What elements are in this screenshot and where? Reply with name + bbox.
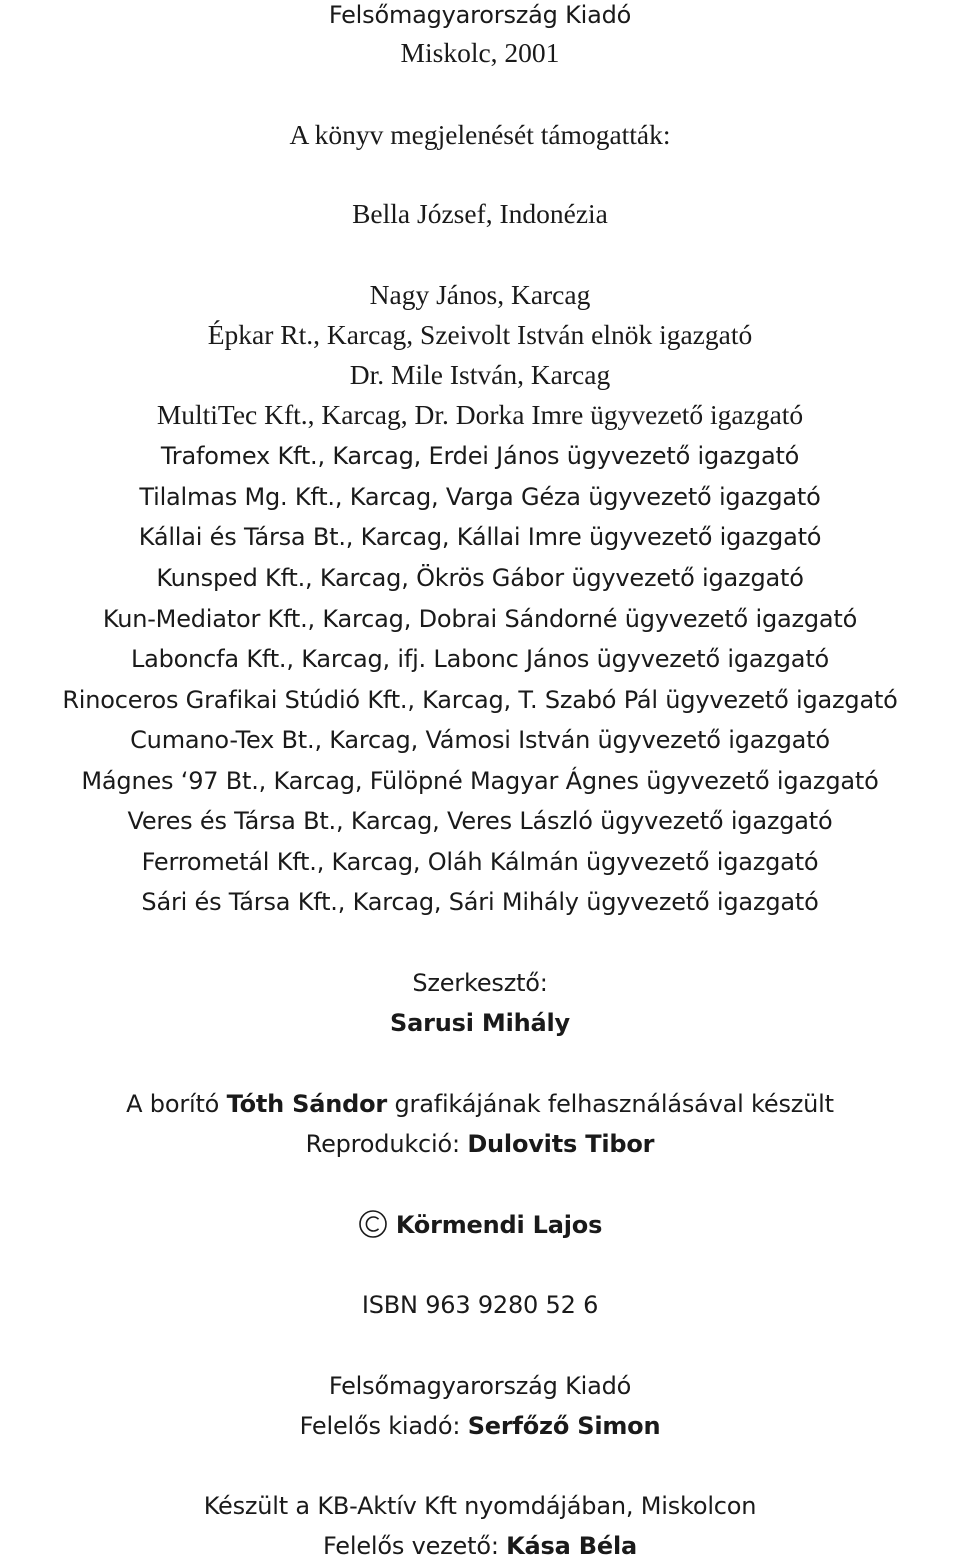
- reproduction-label: Reprodukció:: [305, 1130, 460, 1158]
- sponsor-line: Mágnes ‘97 Bt., Karcag, Fülöpné Magyar Ágnes ügyvezető igazgató: [81, 767, 879, 795]
- printing-manager: [0, 1531, 960, 1561]
- cover-credit: [0, 1089, 960, 1119]
- sponsor-line: Ferrometál Kft., Karcag, Oláh Kálmán ügyvezető igazgató: [141, 848, 819, 876]
- responsible-label: Felelős kiadó:: [299, 1412, 461, 1440]
- sponsor-line: Kállai és Társa Bt., Karcag, Kállai Imre ügyvezető igazgató: [138, 523, 822, 551]
- sponsor-line: Trafomex Kft., Karcag, Erdei János ügyvezető igazgató: [160, 442, 800, 470]
- printing-house: Készült a KB-Aktív Kft nyomdájában, Miskolcon: [203, 1492, 757, 1520]
- isbn: ISBN 963 9280 52 6: [361, 1291, 599, 1319]
- sponsor-line: Veres és Társa Bt., Karcag, Veres László ügyvezető igazgató: [127, 807, 833, 835]
- sponsor-line: Laboncfa Kft., Karcag, ifj. Labonc János ügyvezető igazgató: [130, 645, 830, 673]
- sponsor-line: Sári és Társa Kft., Karcag, Sári Mihály ügyvezető igazgató: [141, 888, 819, 916]
- sponsor-line: MultiTec Kft., Karcag, Dr. Dorka Imre ügyvezető igazgató: [156, 399, 804, 430]
- imprint-publisher: Felsőmagyarország Kiadó: [328, 1372, 632, 1400]
- responsible-name: Serfőző Simon: [467, 1412, 661, 1440]
- cover-suffix: grafikájának felhasználásával készült: [394, 1090, 834, 1118]
- copyright-icon: [358, 1209, 388, 1239]
- copyright-holder: Körmendi Lajos: [395, 1211, 603, 1239]
- sponsor-line: Cumano-Tex Bt., Karcag, Vámosi István ügyvezető igazgató: [130, 726, 830, 754]
- place-year: Miskolc, 2001: [400, 37, 560, 68]
- copyright-line: [0, 1210, 960, 1240]
- sponsor-line: Kun-Mediator Kft., Karcag, Dobrai Sándorné ügyvezető igazgató: [102, 605, 858, 633]
- reproduction-name: Dulovits Tibor: [467, 1130, 655, 1158]
- sponsor-line: Kunsped Kft., Karcag, Ökrös Gábor ügyvezető igazgató: [156, 564, 804, 592]
- manager-label: Felelős vezető:: [323, 1532, 499, 1560]
- sponsor-line: Rinoceros Grafikai Stúdió Kft., Karcag, T. Szabó Pál ügyvezető igazgató: [62, 686, 898, 714]
- cover-prefix: A borító: [126, 1090, 220, 1118]
- cover-artist: Tóth Sándor: [226, 1090, 388, 1118]
- support-heading: A könyv megjelenését támogatták:: [289, 119, 671, 150]
- publisher-header: Felsőmagyarország Kiadó: [328, 1, 632, 29]
- editor-label: Szerkesztő:: [412, 969, 548, 997]
- manager-name: Kása Béla: [506, 1532, 637, 1560]
- editor-name: Sarusi Mihály: [390, 1009, 570, 1037]
- sponsor-line: Tilalmas Mg. Kft., Karcag, Varga Géza ügyvezető igazgató: [139, 483, 821, 511]
- sponsor-line: Épkar Rt., Karcag, Szeivolt István elnök igazgató: [207, 319, 753, 350]
- sponsor-first: Bella József, Indonézia: [352, 198, 608, 229]
- sponsor-line: Dr. Mile István, Karcag: [349, 359, 611, 390]
- reproduction-credit: [0, 1129, 960, 1159]
- sponsor-line: Nagy János, Karcag: [369, 279, 591, 310]
- imprint-responsible: [0, 1411, 960, 1441]
